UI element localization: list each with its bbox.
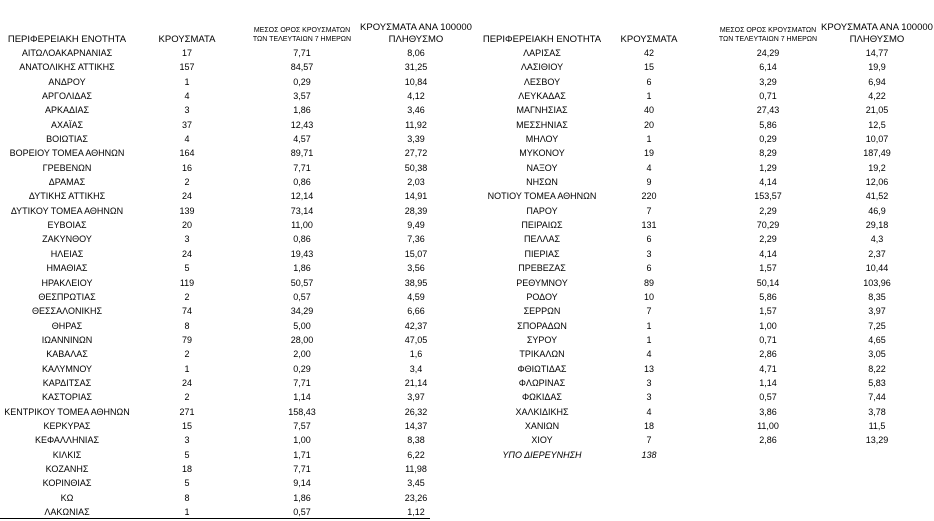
cases-value: 6 [646,76,652,87]
cases-value: 20 [181,220,192,231]
avg-7day-value: 1,57 [759,263,777,274]
region-name: ΧΑΝΙΩΝ [524,420,560,431]
cases-value: 7 [646,205,652,216]
per100k-value: 10,84 [404,76,428,87]
avg-7day-value: 2,29 [759,234,777,245]
region-name: ΗΜΑΘΙΑΣ [46,263,88,274]
region-name: ΠΑΡΟΥ [526,205,558,216]
region-name: ΑΡΓΟΛΙΔΑΣ [42,91,92,102]
avg-7day-value: 84,57 [290,62,314,73]
region-name: ΘΕΣΣΑΛΟΝΙΚΗΣ [31,306,103,317]
avg-7day-value: 50,14 [756,277,780,288]
per100k-value: 15,07 [404,248,428,259]
avg-7day-value: 12,14 [290,191,314,202]
cases-value: 3 [646,377,652,388]
avg-7day-value: 0,71 [759,334,777,345]
avg-7day-value: 4,14 [759,248,777,259]
per100k-value: 21,14 [404,377,428,388]
cases-value: 5 [184,478,190,489]
avg-7day-value: 2,86 [759,435,777,446]
per100k-value: 1,6 [409,349,423,360]
region-name: ΜΕΣΣΗΝΙΑΣ [516,119,568,130]
per100k-value: 41,52 [865,191,889,202]
per100k-value: 11,5 [868,420,886,431]
region-name: ΧΑΛΚΙΔΙΚΗΣ [515,406,569,417]
per100k-value: 23,26 [404,492,428,503]
avg-7day-value: 0,29 [759,134,777,145]
per100k-value: 4,65 [868,334,886,345]
cases-value: 4 [184,134,190,145]
cases-value: 4 [184,91,190,102]
per100k-value: 12,5 [868,119,886,130]
avg-7day-value: 0,57 [759,392,777,403]
per100k-value: 13,29 [865,435,889,446]
per100k-value: 103,96 [863,277,891,288]
region-name: ΚΟΖΑΝΗΣ [45,463,89,474]
region-name: ΑΝΑΤΟΛΙΚΗΣ ΑΤΤΙΚΗΣ [19,62,115,73]
header-avg-line1: ΜΕΣΟΣ ΟΡΟΣ ΚΡΟΥΣΜΑΤΩΝ [253,27,351,34]
per100k-value: 3,45 [407,478,425,489]
per100k-value: 6,22 [407,449,425,460]
cases-value: 220 [641,191,657,202]
under-investigation-cases: 138 [641,449,657,460]
region-name: ΝΟΤΙΟΥ ΤΟΜΕΑ ΑΘΗΝΩΝ [487,191,597,202]
per100k-value: 29,18 [865,220,889,231]
region-name: ΔΥΤΙΚΗΣ ΑΤΤΙΚΗΣ [28,191,106,202]
avg-7day-value: 4,14 [759,177,777,188]
region-name: ΝΗΣΩΝ [526,177,558,188]
cases-value: 271 [179,406,195,417]
region-name: ΡΟΔΟΥ [526,291,558,302]
cases-value: 24 [181,191,192,202]
region-name: ΛΑΚΩΝΙΑΣ [44,507,90,517]
cases-value: 7 [646,435,652,446]
avg-7day-value: 4,71 [759,363,777,374]
cases-value: 24 [181,248,192,259]
cases-value: 3 [184,105,190,116]
right-table-header [470,0,934,46]
cases-value: 4 [646,162,652,173]
per100k-value: 38,95 [404,277,428,288]
region-name: ΣΠΟΡΑΔΩΝ [517,320,567,331]
region-name: ΠΡΕΒΕΖΑΣ [518,263,566,274]
avg-7day-value: 24,29 [756,48,780,58]
cases-value: 6 [646,234,652,245]
region-name: ΖΑΚΥΝΘΟΥ [42,234,92,245]
cases-value: 5 [184,449,190,460]
region-name: ΣΕΡΡΩΝ [523,306,561,317]
region-name: ΘΕΣΠΡΩΤΙΑΣ [38,291,96,302]
header-cases: ΚΡΟΥΣΜΑΤΑ [620,34,678,45]
region-name: ΚΑΡΔΙΤΣΑΣ [42,377,92,388]
per100k-value: 3,78 [868,406,886,417]
per100k-value: 19,9 [868,62,886,73]
region-name: ΦΩΚΙΔΑΣ [522,392,562,403]
region-name: ΚΑΒΑΛΑΣ [46,349,88,360]
cases-value: 5 [184,263,190,274]
region-name: ΧΙΟΥ [531,435,553,446]
avg-7day-value: 34,29 [290,306,314,317]
region-name: ΓΡΕΒΕΝΩΝ [42,162,92,173]
avg-7day-value: 50,57 [290,277,314,288]
header-region: ΠΕΡΙΦΕΡΕΙΑΚΗ ΕΝΟΤΗΤΑ [482,34,602,45]
cases-value: 1 [184,363,190,374]
avg-7day-value: 7,57 [293,420,311,431]
per100k-value: 187,49 [863,148,891,159]
cases-value: 74 [181,306,192,317]
avg-7day-value: 153,57 [754,191,782,202]
per100k-value: 3,46 [407,105,425,116]
avg-7day-value: 2,00 [293,349,311,360]
region-name: ΚΕΡΚΥΡΑΣ [43,420,91,431]
region-name: ΦΘΙΩΤΙΔΑΣ [517,363,567,374]
avg-7day-value: 19,43 [290,248,314,259]
cases-value: 16 [181,162,192,173]
per100k-value: 47,05 [404,334,428,345]
avg-7day-value: 0,57 [293,507,311,517]
avg-7day-value: 7,71 [293,463,311,474]
region-name: ΚΕΦΑΛΛΗΝΙΑΣ [34,435,100,446]
per100k-value: 4,59 [407,291,425,302]
cases-value: 18 [643,420,654,431]
per100k-value: 26,32 [404,406,428,417]
per100k-value: 3,05 [868,349,886,360]
per100k-value: 8,38 [407,435,425,446]
avg-7day-value: 1,57 [759,306,777,317]
avg-7day-value: 3,29 [759,76,777,87]
per100k-value: 12,06 [865,177,889,188]
per100k-value: 2,37 [868,248,886,259]
cases-value: 19 [643,148,654,159]
cases-value: 24 [181,377,192,388]
region-name: ΠΕΛΛΑΣ [523,234,561,245]
cases-value: 89 [643,277,654,288]
cases-value: 4 [646,349,652,360]
cases-value: 3 [184,435,190,446]
region-name: ΛΑΡΙΣΑΣ [523,48,561,58]
avg-7day-value: 1,71 [293,449,311,460]
under-investigation-row [470,448,934,462]
region-name: ΜΑΓΝΗΣΙΑΣ [516,105,568,116]
avg-7day-value: 27,43 [756,105,780,116]
per100k-value: 50,38 [404,162,428,173]
region-name: ΚΩ [60,492,74,503]
region-name: ΑΙΤΩΛΟΑΚΑΡΝΑΝΙΑΣ [21,48,113,58]
cases-value: 2 [184,291,190,302]
cases-value: 9 [646,177,652,188]
per100k-value: 8,35 [868,291,886,302]
cases-value: 2 [184,177,190,188]
avg-7day-value: 1,86 [293,492,311,503]
per100k-value: 11,92 [405,119,427,130]
region-name: ΚΑΛΥΜΝΟΥ [41,363,93,374]
avg-7day-value: 1,14 [293,392,311,403]
per100k-value: 3,4 [409,363,423,374]
avg-7day-value: 28,00 [290,334,314,345]
region-name: ΛΕΣΒΟΥ [523,76,561,87]
avg-7day-value: 0,71 [759,91,777,102]
avg-7day-value: 5,00 [293,320,311,331]
avg-7day-value: 0,29 [293,76,311,87]
header-per100k-line1: ΚΡΟΥΣΜΑΤΑ ΑΝΑ 100000 [821,22,933,33]
per100k-value: 3,56 [407,263,425,274]
cases-value: 18 [181,463,192,474]
per100k-value: 46,9 [868,205,886,216]
region-name: ΔΥΤΙΚΟΥ ΤΟΜΕΑ ΑΘΗΝΩΝ [10,205,124,216]
avg-7day-value: 6,14 [759,62,777,73]
avg-7day-value: 11,00 [757,420,779,431]
region-name: ΠΕΙΡΑΙΩΣ [521,220,563,231]
per100k-value: 1,12 [407,507,425,517]
region-name: ΣΥΡΟΥ [526,334,558,345]
region-name: ΙΩΑΝΝΙΝΩΝ [41,334,93,345]
per100k-value: 7,44 [868,392,886,403]
header-avg-line1: ΜΕΣΟΣ ΟΡΟΣ ΚΡΟΥΣΜΑΤΩΝ [719,27,817,34]
per100k-value: 5,83 [868,377,886,388]
avg-7day-value: 1,86 [293,263,311,274]
bottom-rule [0,518,430,519]
avg-7day-value: 3,57 [293,91,311,102]
header-avg-line2: ΤΩΝ ΤΕΛΕΥΤΑΙΩΝ 7 ΗΜΕΡΩΝ [718,36,818,43]
under-investigation-label: ΥΠΟ ΔΙΕΡΕΥΝΗΣΗ [502,449,582,460]
left-table-header [0,0,470,46]
cases-value: 4 [646,406,652,417]
header-region: ΠΕΡΙΦΕΡΕΙΑΚΗ ΕΝΟΤΗΤΑ [7,34,127,45]
cases-value: 3 [646,248,652,259]
avg-7day-value: 158,43 [288,406,316,417]
region-name: ΗΛΕΙΑΣ [50,248,84,259]
per100k-value: 7,25 [868,320,886,331]
per100k-value: 28,39 [404,205,428,216]
header-avg-line2: ΤΩΝ ΤΕΛΕΥΤΑΙΩΝ 7 ΗΜΕΡΩΝ [252,36,352,43]
avg-7day-value: 89,71 [290,148,314,159]
cases-value: 131 [641,220,657,231]
per100k-value: 27,72 [404,148,428,159]
per100k-value: 14,91 [404,191,428,202]
cases-value: 8 [184,492,190,503]
avg-7day-value: 3,86 [759,406,777,417]
cases-value: 10 [643,291,654,302]
per100k-value: 4,3 [870,234,884,245]
cases-value: 79 [181,334,192,345]
region-name: ΚΟΡΙΝΘΙΑΣ [42,478,92,489]
region-name: ΒΟΡΕΙΟΥ ΤΟΜΕΑ ΑΘΗΝΩΝ [9,148,125,159]
avg-7day-value: 0,57 [293,291,311,302]
region-name: ΠΙΕΡΙΑΣ [524,248,560,259]
header-per100k-line2: ΠΛΗΘΥΣΜΟ [388,34,444,45]
per100k-value: 6,94 [868,76,886,87]
region-name: ΦΛΩΡΙΝΑΣ [518,377,566,388]
cases-value: 6 [646,263,652,274]
cases-value: 2 [184,349,190,360]
avg-7day-value: 1,29 [759,162,777,173]
cases-value: 1 [646,334,652,345]
per100k-value: 14,37 [404,420,428,431]
region-name: ΚΑΣΤΟΡΙΑΣ [42,392,92,403]
cases-value: 157 [179,62,195,73]
avg-7day-value: 0,29 [293,363,311,374]
per100k-value: 10,07 [865,134,889,145]
avg-7day-value: 1,00 [293,435,311,446]
avg-7day-value: 2,86 [759,349,777,360]
header-per100k-line2: ΠΛΗΘΥΣΜΟ [849,34,905,45]
per100k-value: 4,22 [868,91,886,102]
region-name: ΗΡΑΚΛΕΙΟΥ [41,277,93,288]
avg-7day-value: 7,71 [293,162,311,173]
avg-7day-value: 4,57 [293,134,311,145]
cases-value: 13 [643,363,654,374]
region-name: ΘΗΡΑΣ [51,320,83,331]
per100k-value: 11,98 [405,463,427,474]
avg-7day-value: 73,14 [290,205,314,216]
per100k-value: 4,12 [407,91,425,102]
per100k-value: 21,05 [865,105,889,116]
cases-value: 3 [184,234,190,245]
cases-value: 1 [646,320,652,331]
avg-7day-value: 70,29 [756,220,780,231]
per100k-value: 7,36 [407,234,425,245]
per100k-value: 3,39 [407,134,425,145]
cases-value: 15 [643,62,654,73]
cases-value: 119 [179,277,195,288]
region-name: ΜΗΛΟΥ [525,134,559,145]
per100k-value: 19,2 [868,162,886,173]
region-name: ΛΕΥΚΑΔΑΣ [518,91,566,102]
avg-7day-value: 7,71 [293,377,311,388]
per100k-value: 3,97 [868,306,886,317]
cases-value: 1 [646,134,652,145]
region-name: ΕΥΒΟΙΑΣ [47,220,87,231]
region-name: ΛΑΣΙΘΙΟΥ [520,62,564,73]
region-name: ΚΙΛΚΙΣ [52,449,82,460]
per100k-value: 8,22 [868,363,886,374]
avg-7day-value: 0,86 [293,234,311,245]
per100k-value: 42,37 [404,320,428,331]
avg-7day-value: 1,00 [759,320,777,331]
avg-7day-value: 12,43 [290,119,314,130]
region-name: ΜΥΚΟΝΟΥ [519,148,565,159]
per100k-value: 14,77 [865,48,889,58]
header-per100k-line1: ΚΡΟΥΣΜΑΤΑ ΑΝΑ 100000 [360,22,472,33]
cases-value: 1 [184,507,190,517]
cases-value: 3 [646,392,652,403]
region-name: ΑΧΑΪΑΣ [50,119,84,130]
per100k-value: 2,03 [407,177,425,188]
cases-value: 139 [179,205,195,216]
avg-7day-value: 8,29 [759,148,777,159]
per100k-value: 9,49 [407,220,425,231]
cases-value: 15 [181,420,192,431]
cases-value: 20 [643,119,654,130]
cases-value: 17 [181,48,192,58]
region-name: ΒΟΙΩΤΙΑΣ [46,134,88,145]
avg-7day-value: 0,86 [293,177,311,188]
per100k-value: 10,44 [865,263,889,274]
region-name: ΑΡΚΑΔΙΑΣ [44,105,90,116]
cases-value: 40 [643,105,654,116]
cases-value: 2 [184,392,190,403]
avg-7day-value: 1,14 [759,377,777,388]
avg-7day-value: 5,86 [759,291,777,302]
cases-value: 1 [184,76,190,87]
per100k-value: 3,97 [407,392,425,403]
cases-value: 37 [181,119,192,130]
region-name: ΚΕΝΤΡΙΚΟΥ ΤΟΜΕΑ ΑΘΗΝΩΝ [4,406,130,417]
cases-value: 7 [646,306,652,317]
region-name: ΤΡΙΚΑΛΩΝ [519,349,565,360]
cases-value: 42 [643,48,654,58]
region-name: ΡΕΘΥΜΝΟΥ [516,277,568,288]
avg-7day-value: 2,29 [759,205,777,216]
cases-value: 1 [646,91,652,102]
per100k-value: 6,66 [407,306,425,317]
region-name: ΔΡΑΜΑΣ [48,177,86,188]
region-name: ΝΑΞΟΥ [526,162,558,173]
avg-7day-value: 1,86 [293,105,311,116]
avg-7day-value: 11,00 [291,220,313,231]
per100k-value: 31,25 [404,62,428,73]
avg-7day-value: 5,86 [759,119,777,130]
avg-7day-value: 9,14 [293,478,311,489]
avg-7day-value: 7,71 [293,48,311,58]
per100k-value: 8,06 [407,48,425,58]
region-name: ΑΝΔΡΟΥ [48,76,86,87]
header-cases: ΚΡΟΥΣΜΑΤΑ [158,34,216,45]
cases-value: 8 [184,320,190,331]
cases-value: 164 [179,148,195,159]
